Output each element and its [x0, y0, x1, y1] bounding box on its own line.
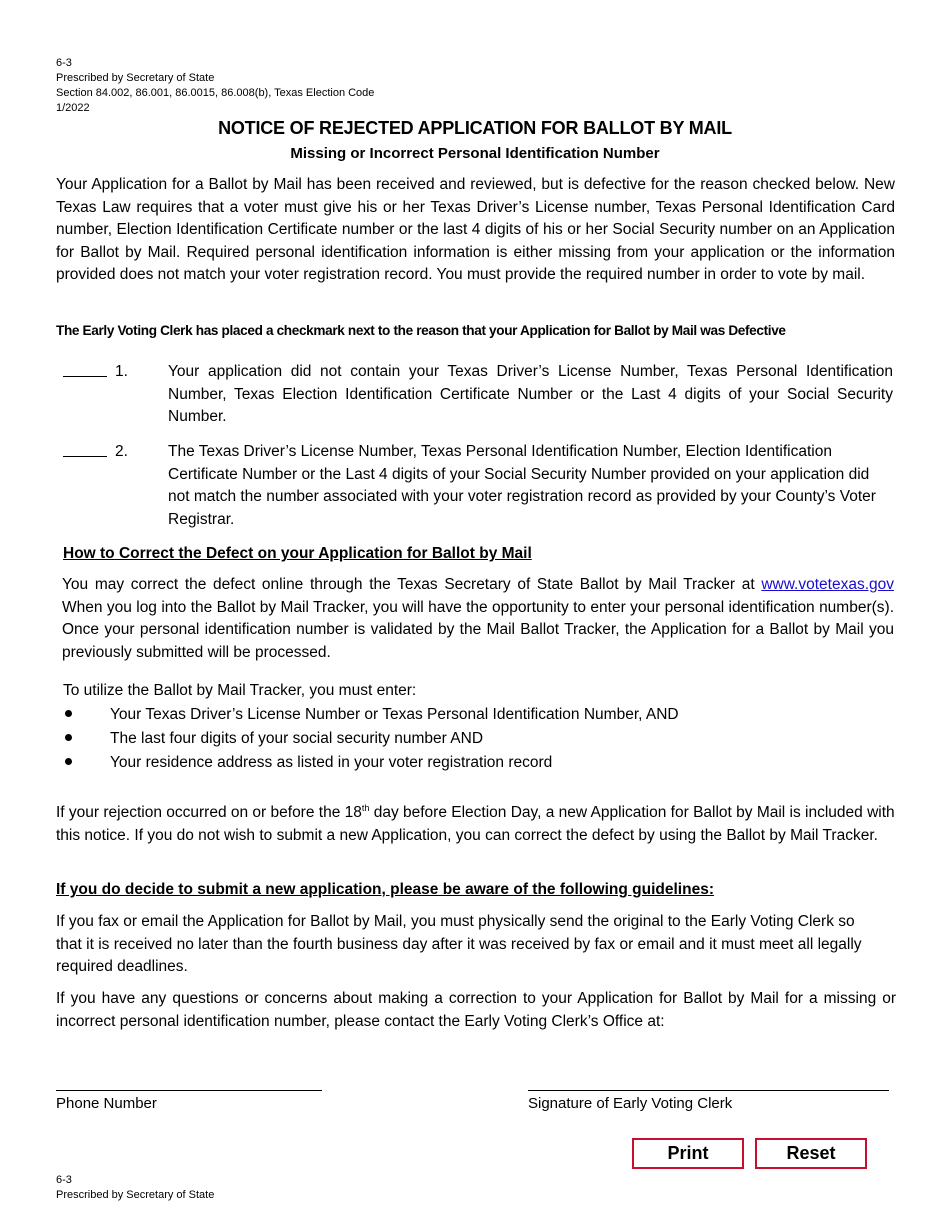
- guidelines-heading: If you do decide to submit a new application, please be aware of the following guidelines:: [56, 881, 714, 898]
- rejection-paragraph: If your rejection occurred on or before the 18th day before Election Day, a new Application for Ballot by Mail is included with this notice. If you do not wish to submit a new Application, you can correct the defect by using the Ballot by Mail Tracker.: [56, 803, 895, 844]
- form-date: 1/2022: [56, 102, 90, 114]
- list-item: Your Texas Driver’s License Number or Texas Personal Identification Number, AND: [62, 703, 882, 727]
- list-item: Your residence address as listed in your voter registration record: [62, 751, 882, 775]
- reason-2-text: The Texas Driver’s License Number, Texas Personal Identification Number, Election Identification Certificate Number or the Last 4 digits of your Social Security Number provided on your application did not match the number associated with your voter registration record as provided by your County’s Voter Registrar.: [168, 443, 876, 528]
- correct-paragraph: [62, 574, 894, 664]
- fax-paragraph: If you fax or email the Application for Ballot by Mail, you must physically send the original to the Early Voting Clerk so that it is received no later than the fourth business day after it was received by fax or email and it must meet all legally required deadlines.: [56, 913, 862, 976]
- votetexas-link[interactable]: www.votetexas.gov: [761, 576, 894, 593]
- form-header: [56, 56, 374, 116]
- questions-paragraph: If you have any questions or concerns about making a correction to your Application for Ballot by Mail for a missing or incorrect personal identification number, please contact the Early Voting Clerk’s Office at:: [56, 990, 896, 1030]
- list-item: The last four digits of your social security number AND: [62, 727, 882, 751]
- page-title: NOTICE OF REJECTED APPLICATION FOR BALLOT BY MAIL: [218, 118, 732, 138]
- reason-1-text: Your application did not contain your Texas Driver’s License Number, Texas Personal Identification Number, Texas Election Identification Certificate Number or the Last 4 digits of your Social Security Number.: [168, 363, 893, 426]
- phone-number-label: Phone Number: [56, 1095, 157, 1112]
- prescribed-by: Prescribed by Secretary of State: [56, 72, 215, 84]
- correct-text-before: You may correct the defect online through the Texas Secretary of State Ballot by Mail Tracker at: [62, 576, 755, 593]
- reason-1-number: 1.: [115, 363, 128, 380]
- bullet-icon: [65, 758, 72, 765]
- intro-paragraph: Your Application for a Ballot by Mail has been received and reviewed, but is defective for the reason checked below. New Texas Law requires that a voter must give his or her Texas Driver’s License number, Texas Personal Identification Card number, Election Identification Certificate number or the last 4 digits of his or her Social Security number on an Application for Ballot by Mail. Required personal identification information is either missing from your application or the information provided does not match your voter registration record. You must provide the required number in order to vote by mail.: [56, 176, 895, 284]
- clerk-note: The Early Voting Clerk has placed a checkmark next to the reason that your Application for Ballot by Mail was Defective: [56, 323, 786, 338]
- phone-number-line[interactable]: [56, 1090, 322, 1091]
- tracker-intro: To utilize the Ballot by Mail Tracker, you must enter:: [63, 682, 417, 699]
- reset-button[interactable]: Reset: [755, 1138, 867, 1169]
- signature-line[interactable]: [528, 1090, 889, 1091]
- correct-text-after: When you log into the Ballot by Mail Tracker, you will have the opportunity to enter your personal identification number(s). Once your personal identification number is validated by the Mail Ballot Tracker, the Application for a Ballot by Mail you previously submitted will be processed.: [62, 598, 894, 661]
- footer-prescribed: Prescribed by Secretary of State: [56, 1189, 215, 1201]
- reason-1-checkbox-line[interactable]: [63, 362, 107, 382]
- reason-2-checkbox-line[interactable]: [63, 442, 107, 462]
- signature-label: Signature of Early Voting Clerk: [528, 1095, 733, 1112]
- bullet-icon: [65, 734, 72, 741]
- tracker-list: [62, 703, 882, 775]
- correct-heading: How to Correct the Defect on your Application for Ballot by Mail: [63, 545, 532, 562]
- form-number: 6-3: [56, 57, 72, 69]
- print-button[interactable]: Print: [632, 1138, 744, 1169]
- page-subtitle: Missing or Incorrect Personal Identification Number: [290, 145, 660, 162]
- code-section: Section 84.002, 86.001, 86.0015, 86.008(b), Texas Election Code: [56, 87, 375, 99]
- reason-2-number: 2.: [115, 443, 128, 460]
- form-footer: [56, 1173, 214, 1203]
- bullet-icon: [65, 710, 72, 717]
- footer-form-number: 6-3: [56, 1174, 72, 1186]
